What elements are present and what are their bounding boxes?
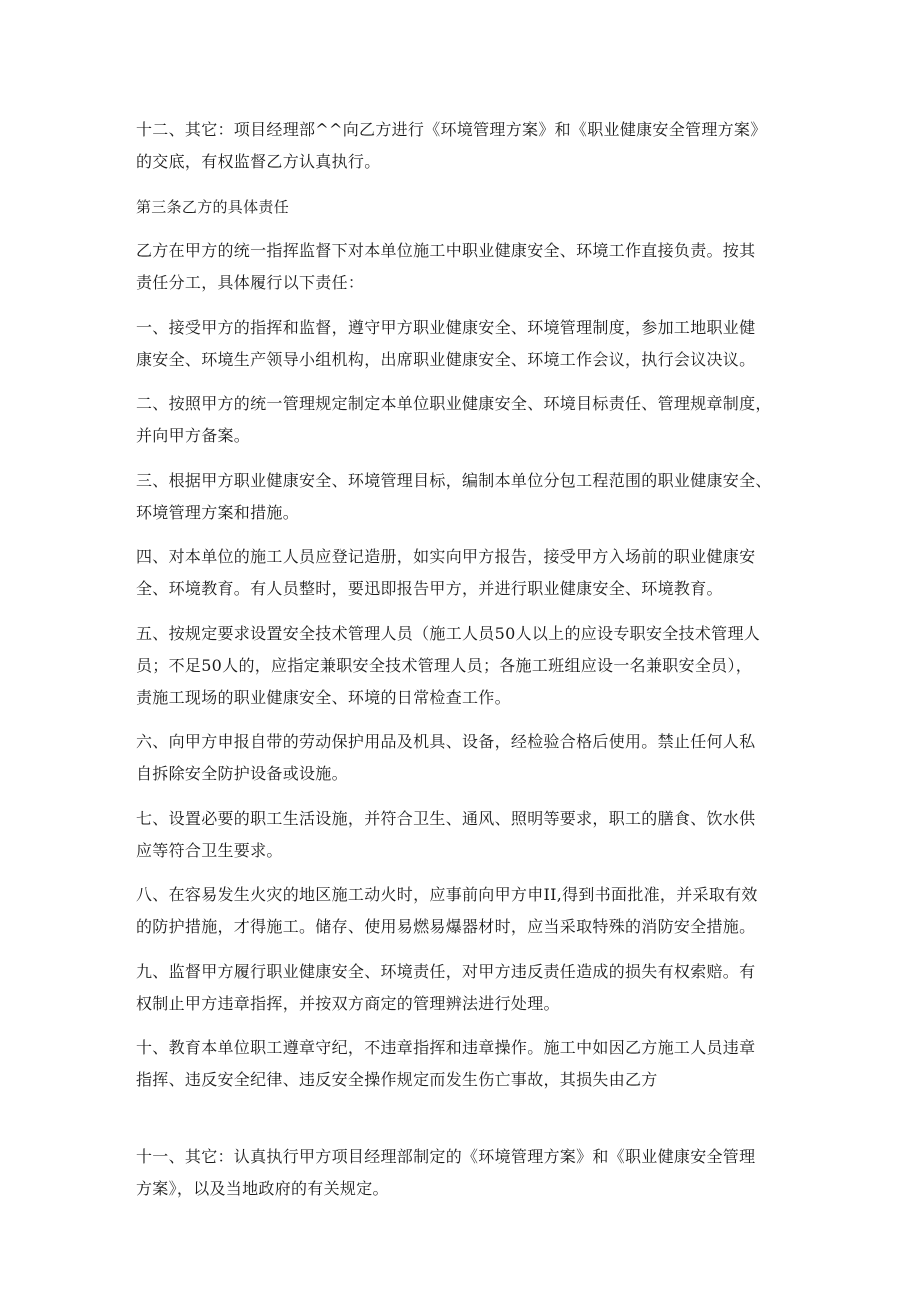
text-line: 二、按照甲方的统一管理规定制定本单位职业健康安全、环境目标责任、管理规章制度，	[136, 394, 772, 413]
text-line: 十、教育本单位职工遵章守纪，不违章指挥和违章操作。施工中如因乙方施工人员违章	[136, 1038, 756, 1057]
text-line: 康安全、环境生产领导小组机构，出席职业健康安全、环境工作会议，执行会议决议。	[136, 349, 756, 369]
text-line: 的交底，有权监督乙方认真执行。	[136, 152, 381, 171]
text-line: 八、在容易发生火灾的地区施工动火时，应事前向甲方申II,得到书面批准，并采取有效	[136, 885, 758, 904]
text-line: 九、监督甲方履行职业健康安全、环境责任，对甲方违反责任造成的损失有权索赔。有	[136, 961, 756, 981]
text-line: 指挥、违反安全纪律、违反安全操作规定而发生伤亡事故，其损失由乙方	[136, 1070, 658, 1089]
text-line: 方案》，以及当地政府的有关规定。	[136, 1179, 389, 1198]
text-line: 三、根据甲方职业健康安全、环境管理目标，编制本单位分包工程范围的职业健康安全、	[136, 470, 772, 490]
section-heading: 第三条乙方的具体责任	[136, 197, 290, 216]
text-line: 应等符合卫生要求。	[136, 840, 283, 860]
text-line: 责任分工，具体履行以下责任：	[136, 273, 365, 292]
text-line: 五、按规定要求设置安全技术管理人员（施工人员50人以上的应设专职安全技术管理人	[136, 623, 761, 643]
text-line: 员；不足50人的，应指定兼职安全技术管理人员；各施工班组应设一名兼职安全员），	[136, 655, 753, 675]
text-line: 的防护措施，才得施工。储存、使用易燃易爆器材时，应当采取特殊的消防安全措施。	[136, 917, 756, 936]
text-line: 一、接受甲方的指挥和监督，遵守甲方职业健康安全、环境管理制度，参加工地职业健	[136, 317, 756, 337]
text-line: 自拆除安全防护设备或设施。	[136, 764, 348, 783]
text-line: 四、对本单位的施工人员应登记造册，如实向甲方报告，接受甲方入场前的职业健康安	[136, 547, 756, 566]
text-line: 七、设置必要的职工生活设施，并符合卫生、通风、照明等要求，职工的膳食、饮水供	[136, 808, 756, 828]
text-line: 全、环境教育。有人员整时，要迅即报告甲方，并进行职业健康安全、环境教育。	[136, 579, 723, 598]
text-line: 十一、其它：认真执行甲方项目经理部制定的《环境管理方案》和《职业健康安全管理	[136, 1147, 756, 1166]
text-line: 环境管理方案和措施。	[136, 502, 300, 522]
text-line: 十二、其它：项目经理部^^向乙方进行《环境管理方案》和《职业健康安全管理方案》	[136, 120, 767, 139]
text-line: 并向甲方备案。	[136, 426, 251, 445]
text-line: 权制止甲方违章指挥，并按双方商定的管理辨法进行处理。	[136, 993, 560, 1013]
text-line: 六、向甲方申报自带的劳动保护用品及机具、设备，经检验合格后使用。禁止任何人私	[136, 732, 756, 751]
text-line: 责施工现场的职业健康安全、环境的日常检查工作。	[136, 687, 511, 707]
document-body	[136, 114, 796, 1205]
text-line: 乙方在甲方的统一指挥监督下对本单位施工中职业健康安全、环境工作直接负责。按其	[136, 241, 756, 260]
